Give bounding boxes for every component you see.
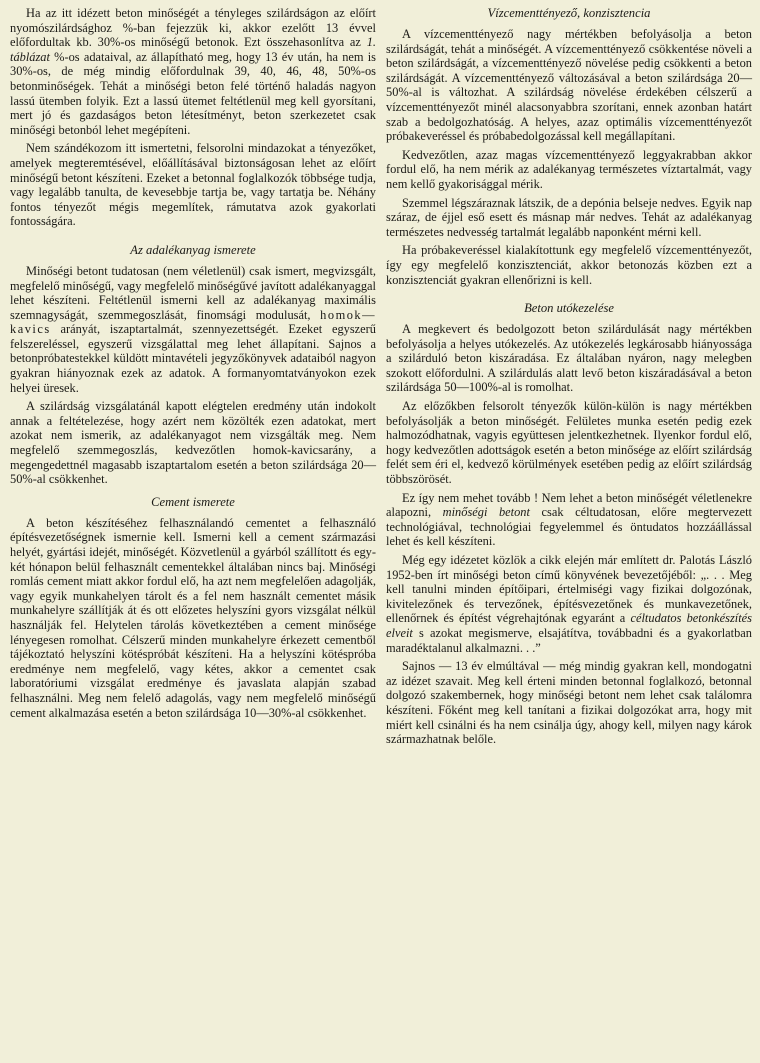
paragraph: A vízcementtényező nagy mértékben befolyásolja a beton szilárdságát, tehát a minőségét. A vízcementtényező csökkentése növeli a beton szilárdságát, a vízcementtényező növelése pedig csökkenti a beton szilárdságát. A vízcementtényező változásával a beton szilárdsága 20—50%-al is változhat. A szilárdság növelése érdekében célszerű a vízcementtényezőt minél alacsonyabbra szorítani, ennek azonban határt szab a bedolgozhatóság. A helyes, azaz optimális vízcementtényezőt próbakeveréssel és próbabedolgozással kell megállapítani. xyxy=(386,27,752,144)
paragraph: Kedvezőtlen, azaz magas vízcementtényező leggyakrabban akkor fordul elő, ha nem mérik az adalékanyag természetes víztartalmát, vagy nem kellő gyakorisággal mérik. xyxy=(386,147,752,191)
paragraph-text: s azokat megismerve, elsajátítva, továbbadni és a gyakorlatban maradéktalanul alkalmazni. . .” xyxy=(386,625,752,655)
paragraph xyxy=(10,264,376,395)
paragraph-text: Ha az itt idézett beton minőségét a tényleges szilárdságon az előírt nyomószilárdsághoz %-ban fejezzük ki, akkor ezelőtt 13 évvel előfordultak kb. 30%-os minőségű betonok. Ezt összehasonlítva az xyxy=(10,6,376,50)
paragraph xyxy=(10,6,376,137)
right-column xyxy=(386,6,752,1063)
left-column xyxy=(10,6,376,1063)
paragraph-text: Minőségi betont tudatosan (nem véletlenül) csak ismert, megvizsgált, megfelelő minőségű, vagy megfelelő minőségűvé javított adalékanyaggal lehet készíteni. Feltétlenül ismerni kell az adalékanyag maximális szemnagyságát, szemmegoszlását, finomsági modulusát, xyxy=(10,263,376,322)
italic-reference: 1. táblázat xyxy=(10,35,376,64)
paragraph-text: csak céltudatosan, előre megtervezett technológiával, technológiai fegyelemmel és öntudatos hozzáállással lehet és kell készíteni. xyxy=(386,505,752,549)
paragraph xyxy=(386,491,752,549)
paragraph-text: Még egy idézetet közlök a cikk elején már említett dr. Palotás László 1952-ben írt minőségi beton című könyvének bevezetőjéből: „. . . Meg kell tanulni minden építőipari, értelmiségi vagy fizikai dolgozónak, kivitelezőnek és tervezőnek, építésvezetőnek és munkavezetőnek, ellenőrnek és építést végrehajtónak egyaránt a xyxy=(386,553,752,626)
section-heading-utokezeles: Beton utókezelése xyxy=(524,301,614,316)
spaced-emphasis: homok—kavics xyxy=(10,307,376,337)
italic-emphasis: minőségi betont xyxy=(442,505,530,520)
paragraph-text: arányát, iszaptartalmát, szennyezettségét. Ezeket egyszerű felszereléssel, egyszerű vizsgálattal meg lehet állapítani. Sajnos a betonpróbatestekkel küldött mintavételi jegyzőkönyvek adataiból nagyon gyakran hiányoznak ezek az adatok. A formanyomtatványokon ezek helyei üresek. xyxy=(10,322,376,395)
section-heading-adalekanyag: Az adalékanyag ismerete xyxy=(130,242,256,257)
section-heading-cement: Cement ismerete xyxy=(151,494,235,509)
paragraph: A megkevert és bedolgozott beton szilárdulását nagy mértékben befolyásolja a helyes utókezelés. Az utókezelés legkárosabb hiányossága a szilárduló beton kiszáradása. Ez általában nyáron, nagy melegben szokott előfordulni. A szilárdulás alatt levő beton kiszáradásával a beton szilárdsága 50—100%-al is romolhat. xyxy=(386,322,752,395)
paragraph: Ha próbakeveréssel kialakítottunk egy megfelelő vízcementtényezőt, így egy megfelelő konzisztenciát, akkor betonozás közben ezt a konzisztenciát gyakran ellenőrizni is kell. xyxy=(386,243,752,287)
paragraph: A szilárdság vizsgálatánál kapott elégtelen eredmény után indokolt annak a feltételezése, hogy azért nem közölték ezen adatokat, mert azokat nem ismerik, az adalékanyagot nem vizsgálták meg. Nem megfelelő szemmegoszlás, kedvezőtlen homok-kavicsarány, a megengedettnél magasabb iszaptartalom esetén a beton szilárdsága 20—50%-al csökkenhet. xyxy=(10,399,376,487)
paragraph: Sajnos — 13 év elmúltával — még mindig gyakran kell, mondogatni az idézet szavait. Meg kell érteni minden betonnal foglalkozó, betonnal dolgozó szakembernek, hogy minőségi betont nem lehet csak találomra készíteni. Főként meg kell tanítani a fizikai dolgozókat arra, hogy mit miért kell csinálni és ha nem csinálja úgy, ahogy kell, milyen nagy károk származhatnak belőle. xyxy=(386,659,752,747)
section-heading-vizcementtenyezo: Vízcementtényező, konzisztencia xyxy=(487,6,651,20)
paragraph: Nem szándékozom itt ismertetni, felsorolni mindazokat a tényezőket, amelyek megteremtésével, előállításával biztonságosan lehet az előírt minőségű betont készíteni. Ezeket a betonnal foglalkozók többsége tudja, vagy legalább tanulta, de kevesebbje tartja be, vagy tartatja be. Néhány fontos tényezőt mégis megemlítek, rámutatva azok gyakorlati fontosságára. xyxy=(10,141,376,229)
paragraph: A beton készítéséhez felhasználandó cementet a felhasználó építésvezetőségnek ismernie kell. Ismerni kell a cement származási helyét, gyártási idejét, minőségét. Közvetlenül a gyárból szállított és egy-két hónapon belül felhasznált cementekkel általában nincs baj. Minőségi romlás cement miatt akkor fordul elő, ha azt nem megfelelően adagolják, vagy egyik munkahelyen tárolt és a fel nem használt cementet másik munkahelyre szállítják át és ott előzetes helyszíni gyors vizsgálat nélkül használják fel. Helytelen tárolás következtében a cement minősége lényegesen romolhat. Célszerű minden munkahelyre érkezett cementből tájékoztató helyszíni kötéspróbát készíteni. Ha a helyszíni kötéspróba eredménye nem megfelelő, vagy kétes, akkor a cementet csak laboratóriumi vizsgálat eredménye és javaslata alapján szabad felhasználni. Meg nem felelő adagolás, vagy nem megfelelő minőségű cement alkalmazása esetén a beton szilárdsága 10—30%-al csökkenhet. xyxy=(10,515,376,720)
italic-emphasis: céltudatos betonkészítés elveit xyxy=(386,611,752,640)
paragraph-text: Ez így nem mehet tovább ! Nem lehet a beton minőségét véletlenekre alapozni, xyxy=(386,490,752,520)
paragraph-text: %-os adataival, az állapítható meg, hogy 13 év után, ha nem is 30%-os, de még mindig előfordulnak 39, 40, 46, 48, 50%-os betonminőségek. Tehát a minőségi beton felé történő haladás nagyon lassú ütemben folyik. Ezt a lassú ütemet feltétlenül meg kell gyorsítani, mert jó és gazdaságos beton létesítményt, beton szerkezetet csak minőségi betonból lehet megépíteni. xyxy=(10,49,376,137)
paragraph: Az előzőkben felsorolt tényezők külön-külön is nagy mértékben befolyásolják a beton minőségét. Felületes munka esetén pedig ezek halmozódhatnak, vagyis együttesen jelentkezhetnek. Ilyenkor fordul elő, hogy kedvezőtlen adottságok esetén a beton minősége az előírt szilárdság felét sem éri el, kedvező körülmények esetében pedig az előírt szilárdság többszörösét. xyxy=(386,399,752,487)
paragraph xyxy=(386,553,752,655)
paragraph: Szemmel légszáraznak látszik, de a depónia belseje nedves. Egyik nap száraz, de éjjel eső esett és másnap már nedves. Tehát az adalékanyag természetes nedvesség tartalmát legalább naponként mérni kell. xyxy=(386,195,752,239)
